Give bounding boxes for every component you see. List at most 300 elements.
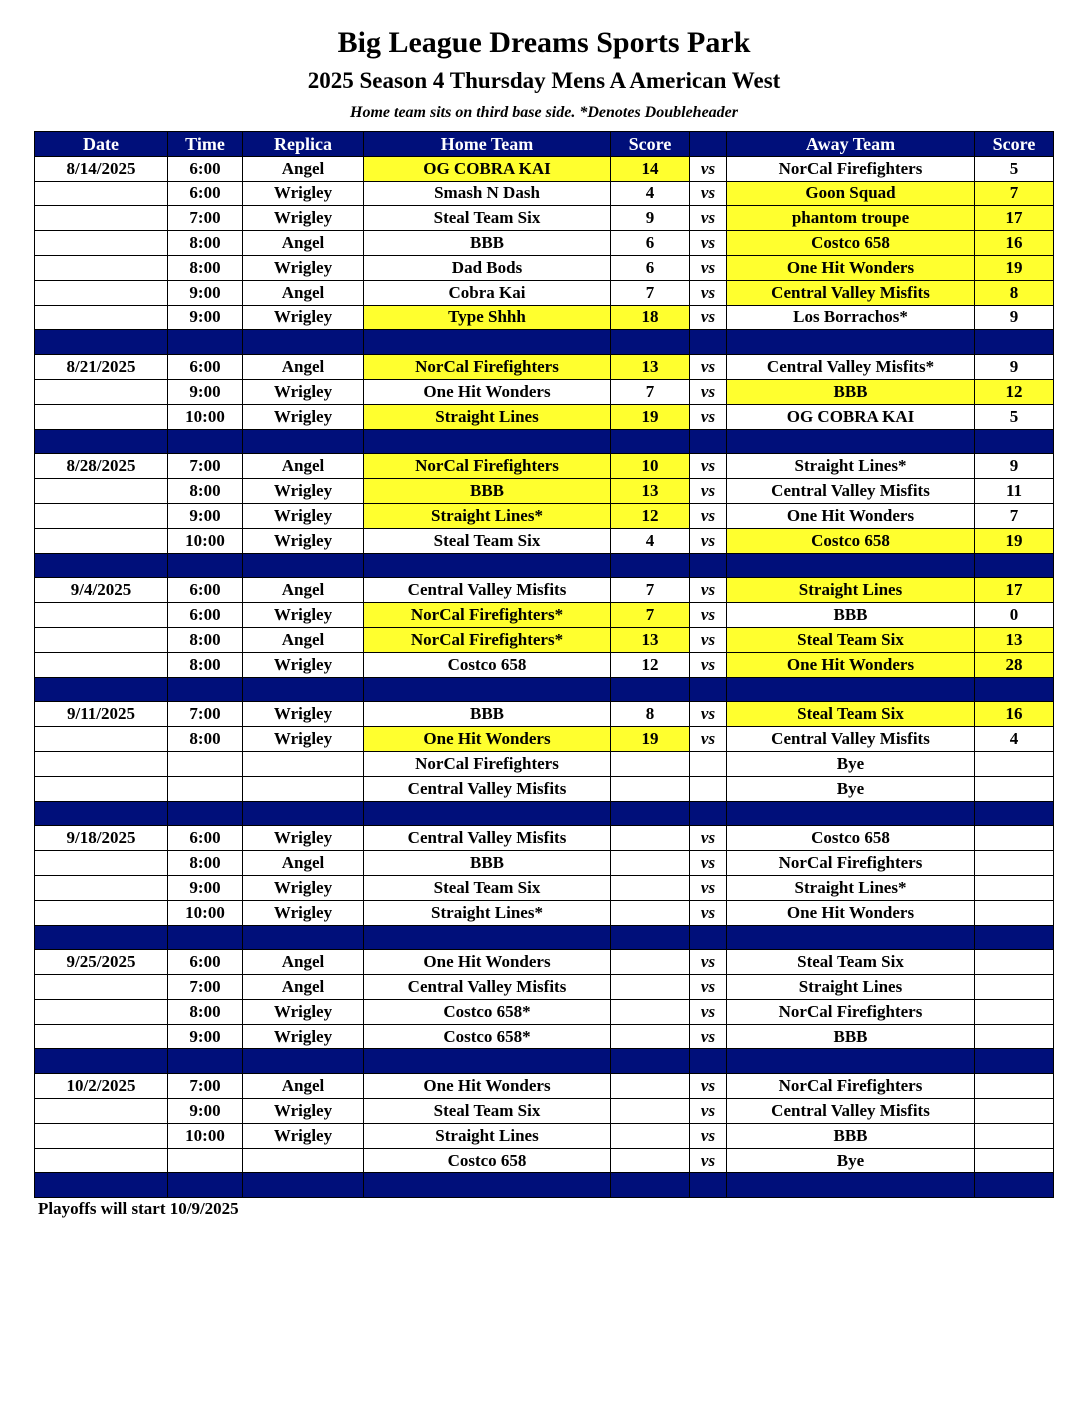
home-team-cell: Smash N Dash <box>364 181 611 206</box>
away-team-cell: Straight Lines* <box>727 454 975 479</box>
home-score-cell: 14 <box>611 156 690 181</box>
date-cell <box>35 900 168 925</box>
away-team-cell: Central Valley Misfits* <box>727 355 975 380</box>
date-cell <box>35 404 168 429</box>
date-cell: 9/18/2025 <box>35 826 168 851</box>
schedule-table <box>34 131 1054 1198</box>
vs-label: vs <box>690 900 727 925</box>
separator-cell <box>168 1049 243 1074</box>
date-cell <box>35 652 168 677</box>
away-score-cell: 8 <box>975 280 1054 305</box>
separator-cell <box>35 801 168 826</box>
away-team-cell: Central Valley Misfits <box>727 1099 975 1124</box>
separator-cell <box>168 553 243 578</box>
away-score-cell: 5 <box>975 404 1054 429</box>
separator-cell <box>690 553 727 578</box>
time-cell: 6:00 <box>168 156 243 181</box>
date-cell <box>35 627 168 652</box>
time-cell: 8:00 <box>168 999 243 1024</box>
home-score-cell <box>611 751 690 776</box>
replica-cell: Angel <box>243 627 364 652</box>
away-team-cell: Bye <box>727 1148 975 1173</box>
away-team-cell: Costco 658 <box>727 231 975 256</box>
vs-label: vs <box>690 528 727 553</box>
time-cell: 9:00 <box>168 305 243 330</box>
away-team-cell: Straight Lines* <box>727 875 975 900</box>
separator-cell <box>168 330 243 355</box>
replica-cell: Angel <box>243 1074 364 1099</box>
vs-label <box>690 776 727 801</box>
schedule-note: Home team sits on third base side. *Denotes Doubleheader <box>350 104 738 121</box>
home-score-cell: 7 <box>611 578 690 603</box>
home-team-cell: One Hit Wonders <box>364 950 611 975</box>
separator-cell <box>690 677 727 702</box>
home-score-cell <box>611 900 690 925</box>
time-cell: 8:00 <box>168 727 243 752</box>
replica-cell <box>243 1148 364 1173</box>
week-separator-row <box>35 553 1054 578</box>
separator-cell <box>364 677 611 702</box>
replica-cell: Wrigley <box>243 255 364 280</box>
date-cell <box>35 305 168 330</box>
column-header-vs <box>690 132 727 157</box>
home-team-cell: Type Shhh <box>364 305 611 330</box>
away-score-cell <box>975 975 1054 1000</box>
vs-label: vs <box>690 231 727 256</box>
time-cell: 9:00 <box>168 875 243 900</box>
vs-label: vs <box>690 1123 727 1148</box>
home-score-cell: 7 <box>611 603 690 628</box>
date-cell <box>35 181 168 206</box>
away-score-cell: 19 <box>975 255 1054 280</box>
table-row <box>35 156 1054 181</box>
vs-label: vs <box>690 975 727 1000</box>
date-cell <box>35 751 168 776</box>
replica-cell: Wrigley <box>243 652 364 677</box>
time-cell: 8:00 <box>168 652 243 677</box>
replica-cell: Wrigley <box>243 603 364 628</box>
home-score-cell: 6 <box>611 231 690 256</box>
vs-label: vs <box>690 255 727 280</box>
date-cell <box>35 999 168 1024</box>
date-cell <box>35 206 168 231</box>
table-row <box>35 528 1054 553</box>
away-score-cell <box>975 1099 1054 1124</box>
table-row <box>35 627 1054 652</box>
separator-cell <box>727 429 975 454</box>
time-cell: 10:00 <box>168 1123 243 1148</box>
separator-cell <box>364 1049 611 1074</box>
table-row <box>35 875 1054 900</box>
home-team-cell: Steal Team Six <box>364 206 611 231</box>
home-score-cell: 13 <box>611 479 690 504</box>
table-row <box>35 1123 1054 1148</box>
separator-cell <box>611 553 690 578</box>
date-cell <box>35 231 168 256</box>
table-row <box>35 355 1054 380</box>
separator-cell <box>727 330 975 355</box>
date-cell <box>35 1123 168 1148</box>
home-score-cell <box>611 1024 690 1049</box>
away-team-cell: Goon Squad <box>727 181 975 206</box>
page-title: Big League Dreams Sports Park <box>337 26 751 59</box>
separator-cell <box>727 801 975 826</box>
replica-cell <box>243 751 364 776</box>
time-cell: 7:00 <box>168 454 243 479</box>
replica-cell: Angel <box>243 454 364 479</box>
vs-label: vs <box>690 950 727 975</box>
away-score-cell <box>975 875 1054 900</box>
away-score-cell: 16 <box>975 231 1054 256</box>
replica-cell: Wrigley <box>243 1123 364 1148</box>
away-team-cell: Steal Team Six <box>727 627 975 652</box>
home-score-cell <box>611 1074 690 1099</box>
away-score-cell: 0 <box>975 603 1054 628</box>
away-team-cell: Central Valley Misfits <box>727 727 975 752</box>
away-score-cell: 7 <box>975 503 1054 528</box>
vs-label: vs <box>690 404 727 429</box>
home-team-cell: OG COBRA KAI <box>364 156 611 181</box>
time-cell: 9:00 <box>168 280 243 305</box>
replica-cell: Angel <box>243 355 364 380</box>
time-cell: 8:00 <box>168 479 243 504</box>
date-cell: 9/25/2025 <box>35 950 168 975</box>
week-separator-row <box>35 801 1054 826</box>
table-row <box>35 1074 1054 1099</box>
date-cell <box>35 280 168 305</box>
vs-label: vs <box>690 603 727 628</box>
home-score-cell: 13 <box>611 355 690 380</box>
away-score-cell <box>975 1148 1054 1173</box>
replica-cell: Wrigley <box>243 479 364 504</box>
table-row <box>35 727 1054 752</box>
away-score-cell <box>975 776 1054 801</box>
away-team-cell: Bye <box>727 776 975 801</box>
away-score-cell: 28 <box>975 652 1054 677</box>
vs-label: vs <box>690 206 727 231</box>
replica-cell: Angel <box>243 280 364 305</box>
column-header-home-team: Home Team <box>364 132 611 157</box>
date-cell: 8/28/2025 <box>35 454 168 479</box>
week-separator-row <box>35 330 1054 355</box>
time-cell: 6:00 <box>168 603 243 628</box>
replica-cell: Wrigley <box>243 875 364 900</box>
vs-label: vs <box>690 727 727 752</box>
week-separator-row <box>35 1049 1054 1074</box>
replica-cell: Wrigley <box>243 528 364 553</box>
separator-cell <box>35 925 168 950</box>
away-team-cell: Straight Lines <box>727 975 975 1000</box>
date-cell <box>35 727 168 752</box>
vs-label: vs <box>690 627 727 652</box>
home-score-cell <box>611 875 690 900</box>
table-row <box>35 404 1054 429</box>
replica-cell: Angel <box>243 231 364 256</box>
home-team-cell: Straight Lines <box>364 1123 611 1148</box>
table-row <box>35 999 1054 1024</box>
separator-cell <box>168 677 243 702</box>
table-row <box>35 479 1054 504</box>
date-cell <box>35 1024 168 1049</box>
home-score-cell: 9 <box>611 206 690 231</box>
separator-cell <box>690 1173 727 1198</box>
vs-label: vs <box>690 1099 727 1124</box>
separator-cell <box>975 801 1054 826</box>
vs-label: vs <box>690 479 727 504</box>
home-score-cell: 13 <box>611 627 690 652</box>
home-team-cell: BBB <box>364 479 611 504</box>
replica-cell: Angel <box>243 975 364 1000</box>
away-team-cell: One Hit Wonders <box>727 503 975 528</box>
table-row <box>35 603 1054 628</box>
date-cell: 10/2/2025 <box>35 1074 168 1099</box>
separator-cell <box>611 925 690 950</box>
time-cell: 6:00 <box>168 578 243 603</box>
time-cell: 9:00 <box>168 1099 243 1124</box>
home-score-cell: 7 <box>611 280 690 305</box>
away-score-cell <box>975 751 1054 776</box>
away-score-cell: 5 <box>975 156 1054 181</box>
separator-cell <box>35 1173 168 1198</box>
separator-cell <box>690 429 727 454</box>
date-cell: 9/11/2025 <box>35 702 168 727</box>
home-team-cell: NorCal Firefighters <box>364 751 611 776</box>
away-score-cell: 9 <box>975 355 1054 380</box>
vs-label: vs <box>690 652 727 677</box>
time-cell: 7:00 <box>168 1074 243 1099</box>
home-score-cell: 19 <box>611 404 690 429</box>
time-cell <box>168 776 243 801</box>
away-score-cell: 17 <box>975 206 1054 231</box>
separator-cell <box>690 1049 727 1074</box>
replica-cell: Wrigley <box>243 999 364 1024</box>
column-header-time: Time <box>168 132 243 157</box>
home-team-cell: Costco 658* <box>364 1024 611 1049</box>
replica-cell <box>243 776 364 801</box>
time-cell: 8:00 <box>168 851 243 876</box>
away-team-cell: One Hit Wonders <box>727 652 975 677</box>
table-row <box>35 454 1054 479</box>
away-team-cell: NorCal Firefighters <box>727 851 975 876</box>
time-cell: 9:00 <box>168 1024 243 1049</box>
replica-cell: Wrigley <box>243 206 364 231</box>
week-separator-row <box>35 429 1054 454</box>
separator-cell <box>243 925 364 950</box>
separator-cell <box>364 553 611 578</box>
away-team-cell: Steal Team Six <box>727 950 975 975</box>
time-cell: 6:00 <box>168 826 243 851</box>
away-score-cell <box>975 1024 1054 1049</box>
home-score-cell: 19 <box>611 727 690 752</box>
home-team-cell: BBB <box>364 851 611 876</box>
vs-label: vs <box>690 355 727 380</box>
separator-cell <box>611 801 690 826</box>
separator-cell <box>168 925 243 950</box>
away-team-cell: BBB <box>727 1123 975 1148</box>
separator-cell <box>727 1049 975 1074</box>
home-team-cell: Central Valley Misfits <box>364 826 611 851</box>
page-subtitle: 2025 Season 4 Thursday Mens A American West <box>307 68 781 93</box>
vs-label: vs <box>690 379 727 404</box>
separator-cell <box>243 553 364 578</box>
table-row <box>35 1148 1054 1173</box>
home-score-cell: 6 <box>611 255 690 280</box>
separator-cell <box>727 677 975 702</box>
separator-cell <box>727 1173 975 1198</box>
away-team-cell: Costco 658 <box>727 826 975 851</box>
home-team-cell: Steal Team Six <box>364 875 611 900</box>
separator-cell <box>168 801 243 826</box>
separator-cell <box>243 330 364 355</box>
separator-cell <box>243 429 364 454</box>
vs-label: vs <box>690 1074 727 1099</box>
replica-cell: Wrigley <box>243 305 364 330</box>
table-row <box>35 851 1054 876</box>
table-row <box>35 181 1054 206</box>
replica-cell: Wrigley <box>243 727 364 752</box>
separator-cell <box>727 925 975 950</box>
home-team-cell: Central Valley Misfits <box>364 776 611 801</box>
home-score-cell: 8 <box>611 702 690 727</box>
date-cell <box>35 776 168 801</box>
date-cell: 9/4/2025 <box>35 578 168 603</box>
vs-label: vs <box>690 1024 727 1049</box>
week-separator-row <box>35 677 1054 702</box>
date-cell <box>35 503 168 528</box>
vs-label: vs <box>690 156 727 181</box>
replica-cell: Wrigley <box>243 826 364 851</box>
separator-cell <box>690 330 727 355</box>
separator-cell <box>243 801 364 826</box>
table-row <box>35 950 1054 975</box>
away-team-cell: Central Valley Misfits <box>727 479 975 504</box>
separator-cell <box>168 1173 243 1198</box>
table-row <box>35 305 1054 330</box>
separator-cell <box>364 1173 611 1198</box>
column-header-away-team: Away Team <box>727 132 975 157</box>
table-row <box>35 702 1054 727</box>
replica-cell: Angel <box>243 950 364 975</box>
home-score-cell <box>611 776 690 801</box>
replica-cell: Angel <box>243 156 364 181</box>
home-score-cell <box>611 999 690 1024</box>
separator-cell <box>243 1049 364 1074</box>
table-row <box>35 280 1054 305</box>
replica-cell: Wrigley <box>243 503 364 528</box>
vs-label: vs <box>690 503 727 528</box>
separator-cell <box>975 1173 1054 1198</box>
home-score-cell <box>611 975 690 1000</box>
home-score-cell <box>611 851 690 876</box>
date-cell <box>35 875 168 900</box>
separator-cell <box>975 677 1054 702</box>
separator-cell <box>975 429 1054 454</box>
separator-cell <box>35 1049 168 1074</box>
table-row <box>35 900 1054 925</box>
replica-cell: Wrigley <box>243 702 364 727</box>
time-cell: 10:00 <box>168 528 243 553</box>
time-cell: 8:00 <box>168 231 243 256</box>
away-team-cell: Los Borrachos* <box>727 305 975 330</box>
home-score-cell <box>611 826 690 851</box>
separator-cell <box>975 330 1054 355</box>
away-score-cell: 4 <box>975 727 1054 752</box>
away-score-cell: 7 <box>975 181 1054 206</box>
away-score-cell: 12 <box>975 379 1054 404</box>
table-row <box>35 776 1054 801</box>
separator-cell <box>35 429 168 454</box>
vs-label: vs <box>690 826 727 851</box>
table-header-row <box>35 132 1054 157</box>
away-score-cell: 16 <box>975 702 1054 727</box>
home-score-cell: 18 <box>611 305 690 330</box>
home-team-cell: Central Valley Misfits <box>364 975 611 1000</box>
separator-cell <box>690 801 727 826</box>
separator-cell <box>243 677 364 702</box>
date-cell <box>35 603 168 628</box>
table-row <box>35 379 1054 404</box>
away-team-cell: Steal Team Six <box>727 702 975 727</box>
replica-cell: Wrigley <box>243 404 364 429</box>
vs-label <box>690 751 727 776</box>
separator-cell <box>168 429 243 454</box>
replica-cell: Wrigley <box>243 181 364 206</box>
separator-cell <box>364 925 611 950</box>
separator-cell <box>35 330 168 355</box>
table-row <box>35 652 1054 677</box>
time-cell: 6:00 <box>168 181 243 206</box>
home-team-cell: Costco 658 <box>364 652 611 677</box>
separator-cell <box>611 429 690 454</box>
away-score-cell <box>975 900 1054 925</box>
away-score-cell <box>975 851 1054 876</box>
separator-cell <box>611 677 690 702</box>
vs-label: vs <box>690 578 727 603</box>
time-cell: 9:00 <box>168 379 243 404</box>
vs-label: vs <box>690 875 727 900</box>
home-team-cell: Central Valley Misfits <box>364 578 611 603</box>
home-team-cell: Costco 658 <box>364 1148 611 1173</box>
table-row <box>35 975 1054 1000</box>
replica-cell: Wrigley <box>243 1024 364 1049</box>
separator-cell <box>243 1173 364 1198</box>
time-cell <box>168 1148 243 1173</box>
replica-cell: Angel <box>243 578 364 603</box>
home-team-cell: One Hit Wonders <box>364 727 611 752</box>
time-cell: 7:00 <box>168 975 243 1000</box>
home-team-cell: Costco 658* <box>364 999 611 1024</box>
schedule-body <box>35 156 1054 1197</box>
away-team-cell: One Hit Wonders <box>727 900 975 925</box>
time-cell: 7:00 <box>168 206 243 231</box>
home-team-cell: NorCal Firefighters* <box>364 627 611 652</box>
home-score-cell: 4 <box>611 528 690 553</box>
table-row <box>35 1099 1054 1124</box>
date-cell <box>35 255 168 280</box>
date-cell <box>35 1099 168 1124</box>
separator-cell <box>975 925 1054 950</box>
date-cell <box>35 1148 168 1173</box>
home-team-cell: BBB <box>364 702 611 727</box>
away-score-cell <box>975 826 1054 851</box>
vs-label: vs <box>690 851 727 876</box>
time-cell: 10:00 <box>168 404 243 429</box>
replica-cell: Wrigley <box>243 1099 364 1124</box>
away-score-cell: 9 <box>975 305 1054 330</box>
home-team-cell: Steal Team Six <box>364 528 611 553</box>
date-cell <box>35 851 168 876</box>
home-team-cell: One Hit Wonders <box>364 379 611 404</box>
